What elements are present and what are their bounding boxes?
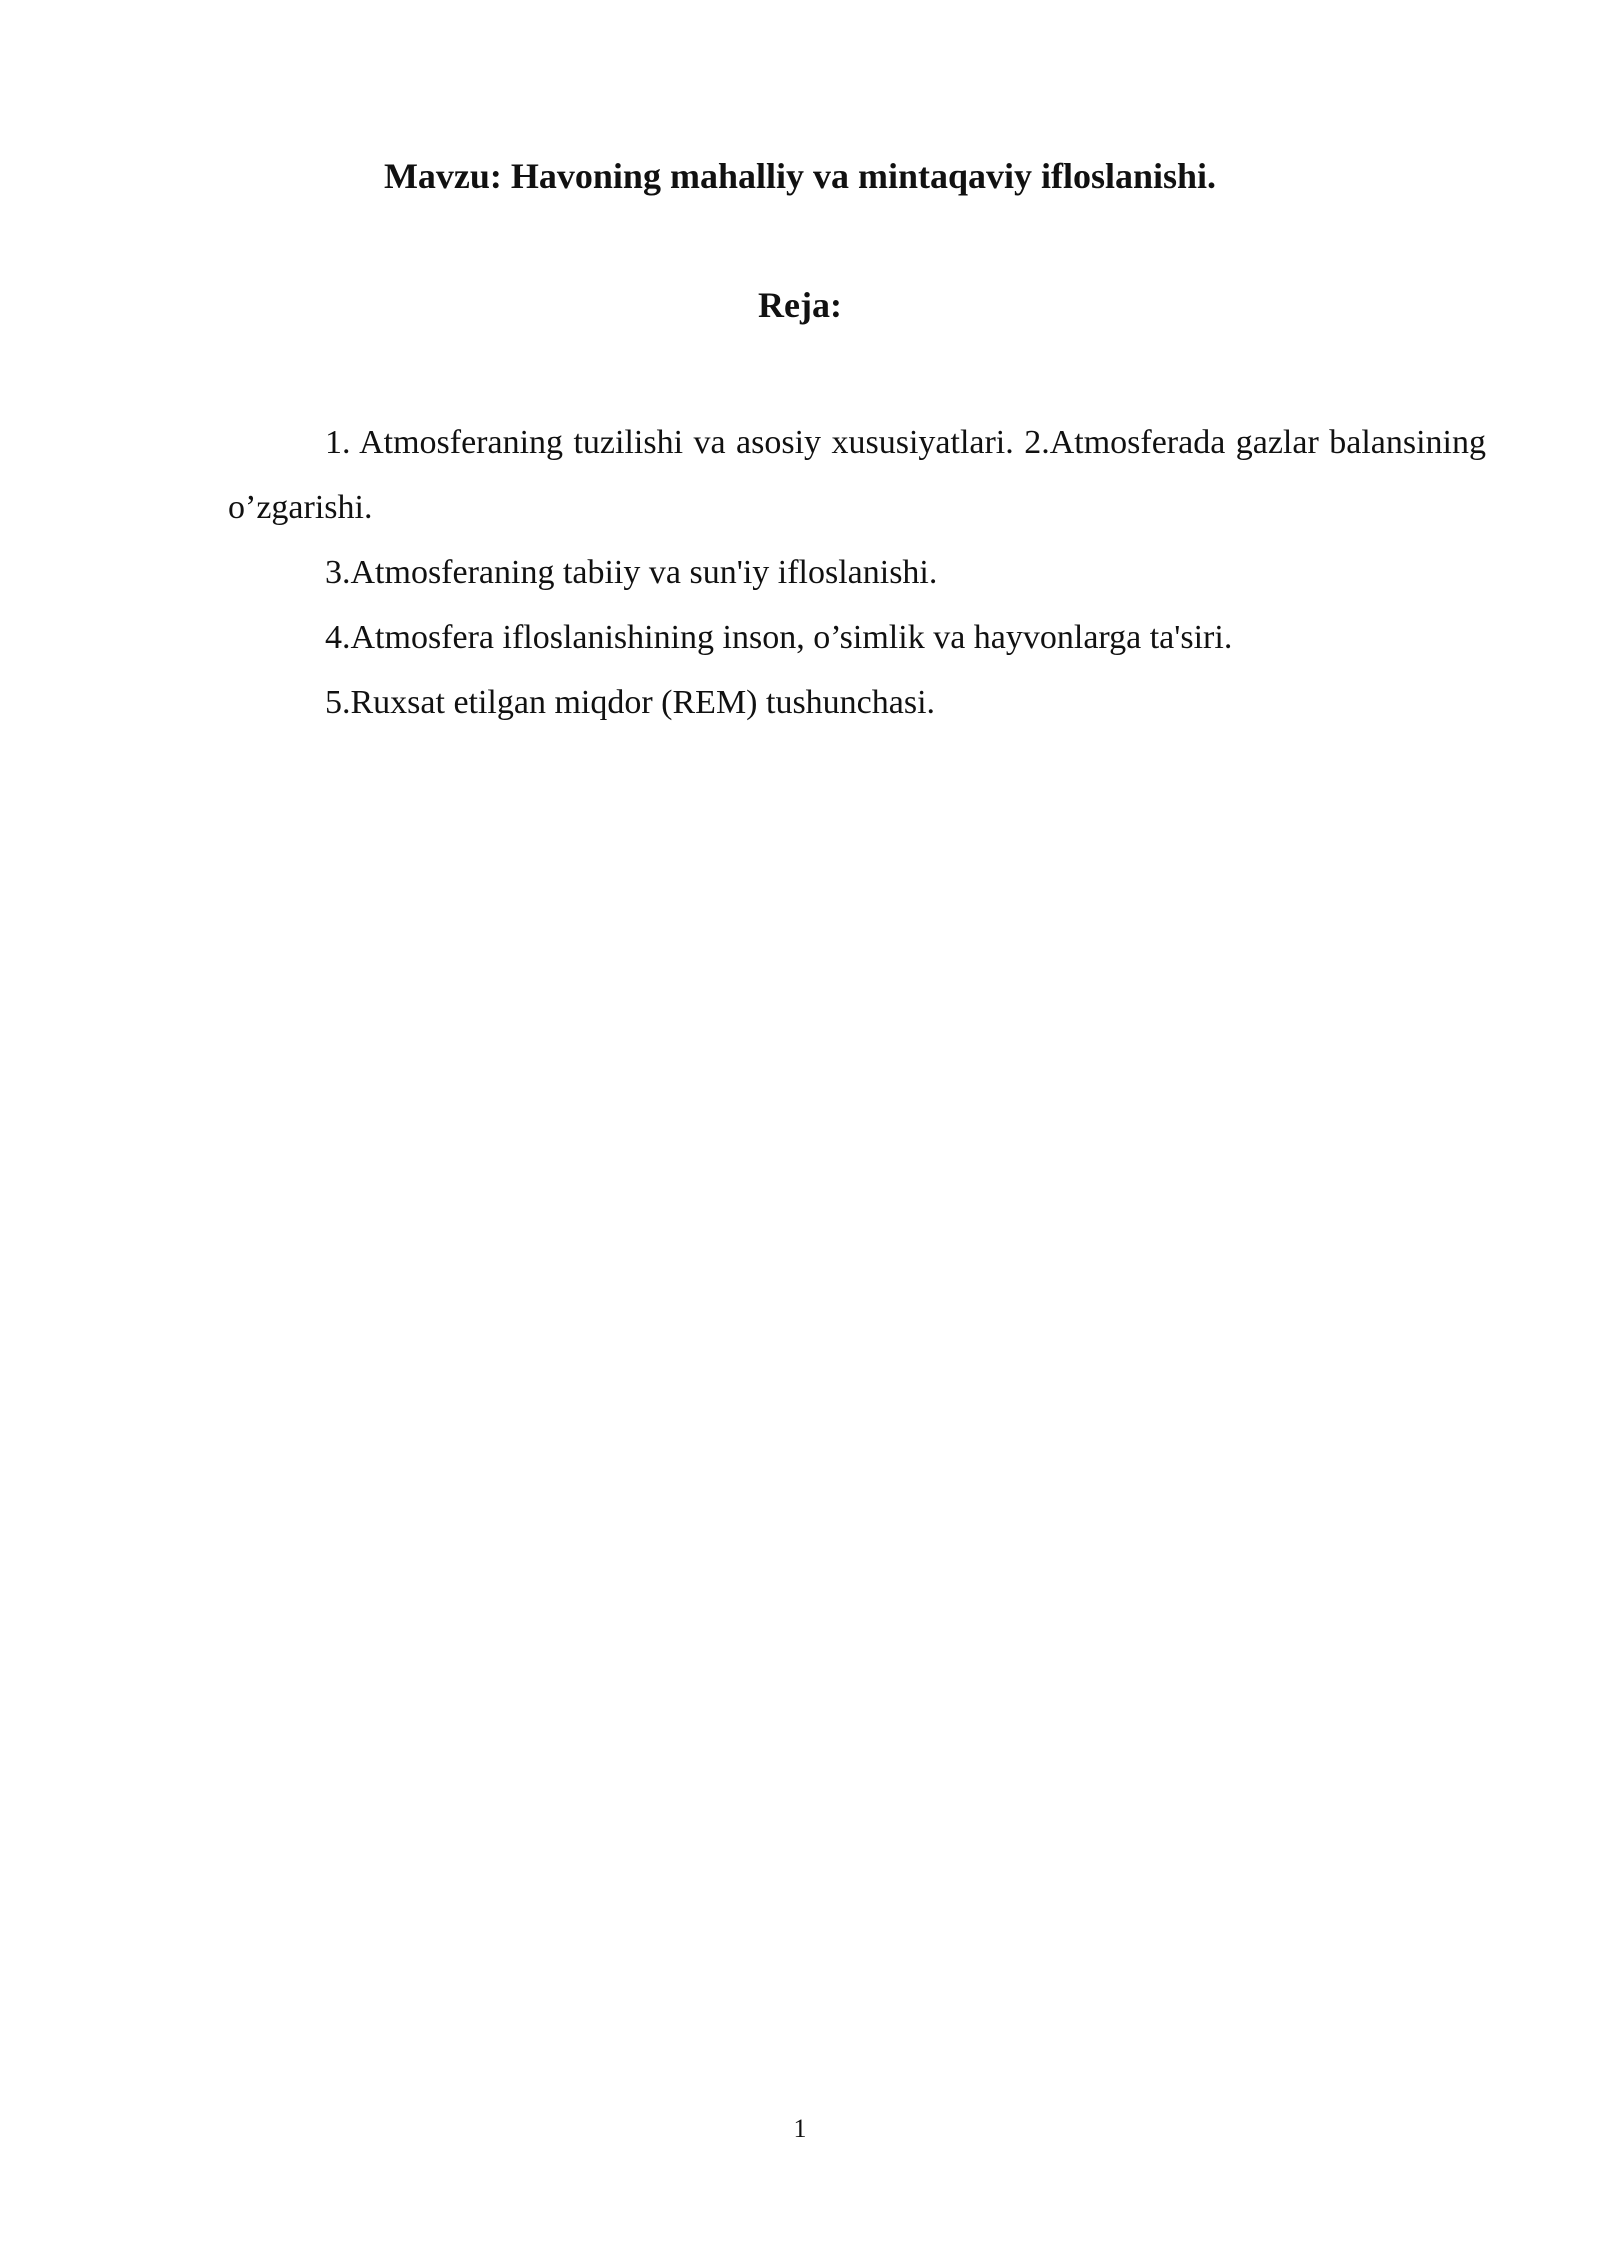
plan-item-3: 3.Atmosferaning tabiiy va sun'iy ifloslanishi. — [325, 554, 938, 591]
plan-heading: Reja: — [758, 285, 842, 325]
plan-list — [228, 410, 1486, 735]
page-number: 1 — [793, 2114, 807, 2143]
plan-item-4: 4.Atmosfera ifloslanishining inson, o’simlik va hayvonlarga ta'siri. — [325, 619, 1233, 656]
plan-item-1: 1. Atmosferaning tuzilishi va asosiy xususiyatlari. 2.Atmosferada gazlar balansining o’zgarishi. — [228, 424, 1486, 526]
document-title: Mavzu: Havoning mahalliy va mintaqaviy ifloslanishi. — [383, 156, 1217, 196]
plan-item-5: 5.Ruxsat etilgan miqdor (REM) tushunchasi. — [325, 684, 936, 721]
